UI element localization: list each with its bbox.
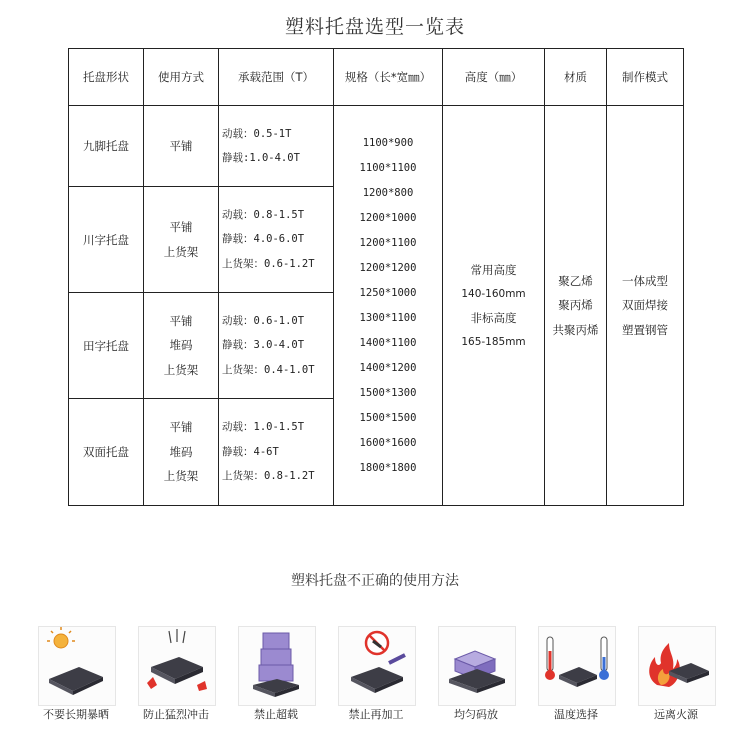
load-cell bbox=[219, 187, 334, 293]
table-header-row bbox=[69, 49, 684, 106]
overload-icon bbox=[238, 626, 316, 706]
icon-label: 温度选择 bbox=[554, 708, 598, 721]
heights-cell bbox=[443, 106, 545, 506]
usage-cell bbox=[144, 187, 219, 293]
usage-line: 平铺 bbox=[169, 220, 193, 234]
modes-cell bbox=[607, 106, 684, 506]
impact-icon bbox=[138, 626, 216, 706]
mode-line: 一体成型 bbox=[622, 273, 668, 288]
usage-cell bbox=[144, 106, 219, 187]
load-line: 静载:1.0-4.0T bbox=[222, 152, 300, 164]
material-line: 聚丙烯 bbox=[558, 298, 593, 313]
column-header: 制作模式 bbox=[607, 49, 684, 106]
section-subtitle: 塑料托盘不正确的使用方法 bbox=[291, 573, 459, 589]
load-line: 动载：0.5-1T bbox=[222, 127, 292, 140]
size-line: 1250*1000 bbox=[359, 286, 417, 299]
load-cell bbox=[219, 106, 334, 187]
thermometer-icon bbox=[538, 626, 616, 706]
height-line: 非标高度 bbox=[470, 310, 517, 325]
size-line: 1200*1000 bbox=[359, 211, 417, 224]
load-line: 动载：0.8-1.5T bbox=[222, 208, 305, 221]
size-line: 1100*900 bbox=[362, 136, 414, 149]
usage-line: 平铺 bbox=[169, 313, 193, 328]
icon-card bbox=[536, 624, 616, 734]
icon-card bbox=[136, 624, 216, 734]
load-line: 上货架：0.8-1.2T bbox=[222, 470, 315, 483]
load-line: 上货架：0.6-1.2T bbox=[222, 257, 315, 270]
load-line: 静载：4-6T bbox=[222, 445, 279, 458]
icon-card bbox=[236, 624, 316, 734]
usage-line: 上货架 bbox=[163, 362, 199, 377]
height-line: 165-185mm bbox=[461, 335, 526, 348]
even-stacking-icon bbox=[438, 626, 516, 706]
column-header: 使用方式 bbox=[144, 49, 219, 106]
column-header: 承载范围（T） bbox=[219, 49, 334, 106]
usage-line: 平铺 bbox=[169, 420, 193, 435]
height-line: 常用高度 bbox=[470, 262, 517, 277]
shape-cell: 川字托盘 bbox=[69, 187, 144, 293]
usage-line: 上货架 bbox=[163, 469, 199, 484]
size-line: 1300*1100 bbox=[359, 311, 417, 324]
size-line: 1200*1200 bbox=[359, 261, 417, 274]
size-line: 1400*1100 bbox=[359, 336, 417, 349]
page-title: 塑料托盘选型一览表 bbox=[284, 16, 465, 38]
icon-label: 不要长期暴晒 bbox=[43, 708, 109, 721]
usage-line: 平铺 bbox=[169, 138, 193, 153]
load-line: 静载：4.0-6.0T bbox=[222, 233, 305, 246]
usage-cell bbox=[144, 293, 219, 399]
icon-label: 禁止再加工 bbox=[348, 708, 404, 721]
column-header: 高度（㎜） bbox=[443, 49, 545, 106]
size-line: 1500*1500 bbox=[359, 411, 417, 424]
usage-line: 上货架 bbox=[163, 244, 199, 259]
sun-exposure-icon bbox=[38, 626, 116, 706]
height-line: 140-160mm bbox=[461, 287, 526, 300]
size-line: 1100*1100 bbox=[359, 161, 417, 174]
load-line: 动载：1.0-1.5T bbox=[222, 421, 305, 434]
usage-cell bbox=[144, 399, 219, 506]
size-line: 1200*1100 bbox=[359, 236, 417, 249]
load-cell bbox=[219, 293, 334, 399]
misuse-icon-row bbox=[36, 624, 726, 734]
size-line: 1200*800 bbox=[362, 186, 414, 199]
icon-card bbox=[436, 624, 516, 734]
load-line: 静载：3.0-4.0T bbox=[222, 339, 305, 352]
usage-line: 堆码 bbox=[169, 444, 193, 459]
mode-line: 双面焊接 bbox=[622, 298, 668, 313]
size-line: 1800*1800 bbox=[359, 461, 417, 474]
icon-card bbox=[336, 624, 416, 734]
fire-icon bbox=[638, 626, 716, 706]
mode-line: 塑置钢管 bbox=[622, 322, 668, 337]
load-line: 动载：0.6-1.0T bbox=[222, 314, 305, 327]
icon-label: 远离火源 bbox=[654, 708, 698, 721]
size-line: 1400*1200 bbox=[359, 361, 417, 374]
shape-cell: 九脚托盘 bbox=[69, 106, 144, 187]
usage-line: 堆码 bbox=[169, 338, 193, 353]
materials-cell bbox=[545, 106, 607, 506]
no-reprocess-icon bbox=[338, 626, 416, 706]
icon-label: 禁止超载 bbox=[254, 708, 298, 721]
load-cell bbox=[219, 399, 334, 506]
icon-card bbox=[36, 624, 116, 734]
icon-label: 均匀码放 bbox=[454, 708, 498, 721]
column-header: 规格（长*宽㎜） bbox=[334, 49, 443, 106]
selection-table bbox=[68, 48, 684, 506]
size-line: 1600*1600 bbox=[359, 436, 417, 449]
icon-label: 防止猛烈冲击 bbox=[143, 708, 209, 721]
load-line: 上货架：0.4-1.0T bbox=[222, 363, 315, 376]
material-line: 聚乙烯 bbox=[558, 273, 593, 288]
column-header: 材质 bbox=[545, 49, 607, 106]
column-header: 托盘形状 bbox=[69, 49, 144, 106]
shape-cell: 田字托盘 bbox=[69, 293, 144, 399]
shape-cell: 双面托盘 bbox=[69, 399, 144, 506]
size-line: 1500*1300 bbox=[359, 386, 417, 399]
material-line: 共聚丙烯 bbox=[552, 322, 599, 337]
table-row bbox=[69, 106, 684, 187]
sizes-cell bbox=[334, 106, 443, 506]
icon-card bbox=[636, 624, 716, 734]
